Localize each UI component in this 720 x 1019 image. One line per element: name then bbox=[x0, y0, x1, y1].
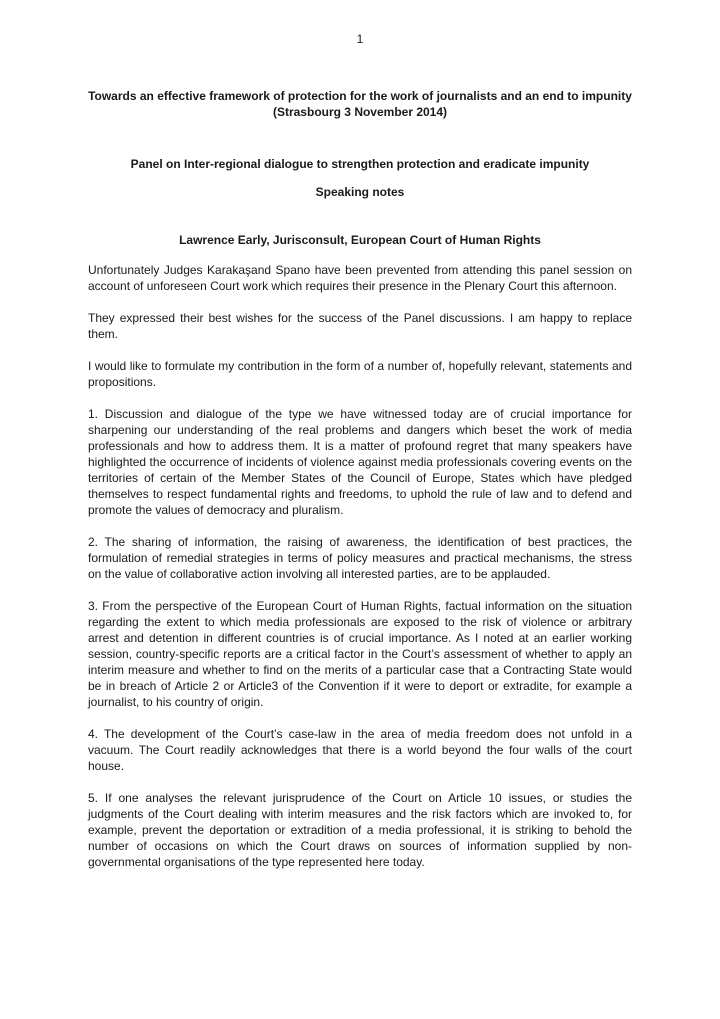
speaking-notes-heading: Speaking notes bbox=[315, 185, 405, 199]
paragraph-intro: Unfortunately Judges Karakaşand Spano have been prevented from attending this panel session on account of unforeseen Court work which requires their presence in the Plenary Court this afternoon. bbox=[88, 263, 632, 293]
paragraph-propositions: I would like to formulate my contribution in the form of a number of, hopefully relevant, statements and propositions. bbox=[88, 359, 632, 389]
paragraph-point-4: 4. The development of the Court’s case-law in the area of media freedom does not unfold in a vacuum. The Court readily acknowledges that there is a world beyond the four walls of the court house. bbox=[88, 727, 632, 773]
title-line-2: (Strasbourg 3 November 2014) bbox=[272, 105, 448, 119]
document-title bbox=[88, 88, 632, 120]
speaker-heading: Lawrence Early, Jurisconsult, European Court of Human Rights bbox=[179, 233, 541, 247]
page-number: 1 bbox=[356, 32, 364, 46]
panel-heading: Panel on Inter-regional dialogue to strengthen protection and eradicate impunity bbox=[130, 157, 590, 171]
paragraph-point-1: 1. Discussion and dialogue of the type we have witnessed today are of crucial importance for sharpening our understanding of the real problems and dangers which beset the work of media professionals and how to address them. It is a matter of profound regret that many speakers have highlighted the occurrence of incidents of violence against media professionals covering events on the territories of certain of the Member States of the Council of Europe, States which have pledged themselves to respect fundamental rights and freedoms, to uphold the rule of law and to defend and promote the values of democracy and pluralism. bbox=[88, 407, 632, 517]
paragraph-point-3: 3. From the perspective of the European Court of Human Rights, factual information on the situation regarding the extent to which media professionals are exposed to the risk of violence or arbitrary arrest and detention in different countries is of crucial importance. As I noted at an earlier working session, country-specific reports are a critical factor in the Court’s assessment of whether to apply an interim measure and whether to find on the merits of a particular case that a Contracting State would be in breach of Article 2 or Article3 of the Convention if it were to deport or extradite, for example a journalist, to his country of origin. bbox=[88, 599, 632, 709]
title-line-1: Towards an effective framework of protection for the work of journalists and an end to impunity bbox=[88, 89, 632, 103]
document-body bbox=[88, 88, 632, 886]
paragraph-point-5: 5. If one analyses the relevant jurisprudence of the Court on Article 10 issues, or studies the judgments of the Court dealing with interim measures and the risk factors which are invoked to, for example, prevent the deportation or extradition of a media professional, it is striking to behold the number of occasions on which the Court draws on sources of information supplied by non-governmental organisations of the type represented here today. bbox=[88, 791, 632, 869]
paragraph-wishes: They expressed their best wishes for the success of the Panel discussions. I am happy to replace them. bbox=[88, 311, 632, 341]
paragraph-point-2: 2. The sharing of information, the raising of awareness, the identification of best practices, the formulation of remedial strategies in terms of policy measures and practical mechanisms, the stress on the value of collaborative action involving all interested parties, are to be applauded. bbox=[88, 535, 632, 581]
